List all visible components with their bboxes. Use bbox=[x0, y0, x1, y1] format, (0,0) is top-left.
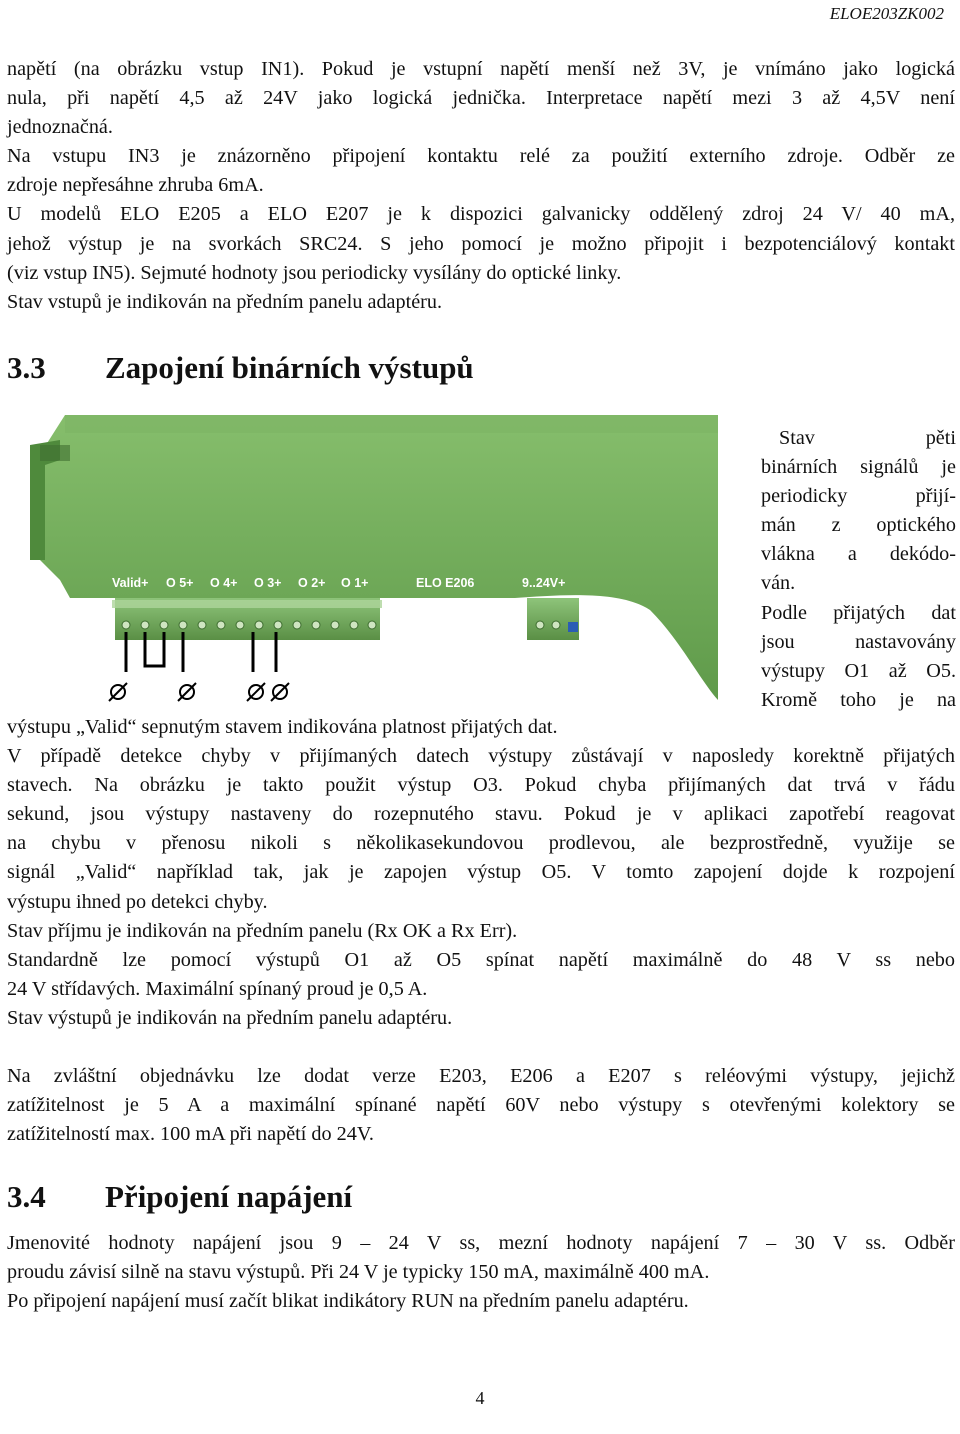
text-line: Standardně lze pomocí výstupů O1 až O5 spínat napětí maximálně do 48 V ss nebo bbox=[7, 948, 955, 971]
text-line: signál „Valid“ například tak, jak je zapojen výstup O5. V tomto zapojení dojde k rozpojení bbox=[7, 861, 955, 884]
section-number: 3.4 bbox=[7, 1179, 46, 1214]
page-number: 4 bbox=[475, 1388, 485, 1408]
text-line: zdroje nepřesáhne zhruba 6mA. bbox=[7, 174, 264, 197]
text-line: 24 V střídavých. Maximální spínaný proud je 0,5 A. bbox=[7, 977, 428, 1000]
text-line: binárních signálů je bbox=[761, 456, 956, 479]
text-line: jehož výstup je na svorkách SRC24. S jeho pomocí je možno připojit i bezpotenciálový kontakt bbox=[7, 232, 955, 255]
text-line: Po připojení napájení musí začít blikat indikátory RUN na předním panelu adaptéru. bbox=[7, 1290, 689, 1313]
text-line: jednoznačná. bbox=[7, 116, 113, 139]
text-line: Podle přijatých dat bbox=[761, 601, 956, 624]
text-line: Stav výstupů je indikován na předním panelu adaptéru. bbox=[7, 1006, 453, 1029]
text-line: nula, při napětí 4,5 až 24V jako logická jednička. Interpretace napětí mezi 3 až 4,5V není bbox=[7, 87, 955, 110]
adapter-housing bbox=[30, 415, 718, 700]
text-line: sekund, jsou výstupy nastaveny do rozepnutého stavu. Pokud je v aplikaci zapotřebí reagovat bbox=[7, 803, 955, 826]
figure-side-text bbox=[761, 424, 956, 715]
section-title: Připojení napájení bbox=[105, 1179, 353, 1214]
label-valid: Valid+ bbox=[112, 576, 149, 590]
label-o3: O 3+ bbox=[254, 576, 282, 590]
outputs-paragraph bbox=[7, 713, 955, 1033]
text-line: Stav vstupů je indikován na předním panelu adaptéru. bbox=[7, 290, 443, 313]
text-line: Na vstupu IN3 je znázorněno připojení kontaktu relé za použití externího zdroje. Odběr ze bbox=[7, 145, 955, 168]
text-line: zatížitelnost je 5 A a maximální spínané napětí 60V nebo výstupy s otevřenými kolektory se bbox=[7, 1094, 955, 1117]
document-code: ELOE203ZK002 bbox=[829, 4, 944, 23]
label-model: ELO E206 bbox=[416, 576, 475, 590]
output-wiring-figure bbox=[0, 410, 760, 710]
order-paragraph bbox=[7, 1062, 955, 1149]
power-terminal-block bbox=[527, 598, 579, 640]
power-paragraph bbox=[7, 1229, 955, 1316]
text-line: na chybu v přenosu nikoli s několikasekundovou prodlevou, ale bezprostředně, využije se bbox=[7, 832, 955, 855]
text-line: U modelů ELO E205 a ELO E207 je k dispozici galvanicky oddělený zdroj 24 V/ 40 mA, bbox=[7, 203, 955, 226]
text-line: napětí (na obrázku vstup IN1). Pokud je vstupní napětí menší než 3V, je vnímáno jako logická bbox=[7, 58, 955, 80]
text-line: Stav pěti bbox=[779, 427, 956, 449]
text-line: výstupu ihned po detekci chyby. bbox=[7, 890, 268, 913]
text-line: Kromě toho je na bbox=[761, 688, 956, 711]
section-title: Zapojení binárních výstupů bbox=[105, 350, 474, 385]
label-o1: O 1+ bbox=[341, 576, 369, 590]
section-heading-3-3 bbox=[7, 350, 474, 386]
text-line: (viz vstup IN5). Sejmuté hodnoty jsou periodicky vysílány do optické linky. bbox=[7, 261, 622, 284]
text-line: proudu závisí silně na stavu výstupů. Při 24 V je typicky 150 mA, maximálně 400 mA. bbox=[7, 1261, 710, 1284]
text-line: mán z optického bbox=[761, 514, 956, 537]
text-line: zatížitelností max. 100 mA při napětí do 24V. bbox=[7, 1123, 374, 1146]
text-line: stavech. Na obrázku je takto použit výstup O3. Pokud chyba přijímaných dat trvá v řádu bbox=[7, 774, 955, 797]
text-line: Jmenovité hodnoty napájení jsou 9 – 24 V ss, mezní hodnoty napájení 7 – 30 V ss. Odběr bbox=[7, 1232, 955, 1254]
text-line: výstupu „Valid“ sepnutým stavem indikována platnost přijatých dat. bbox=[7, 716, 558, 738]
text-line: ván. bbox=[761, 572, 796, 595]
text-line: vlákna a dekódo- bbox=[761, 543, 956, 566]
text-line: periodicky přijí- bbox=[761, 485, 956, 508]
text-line: výstupy O1 až O5. bbox=[761, 659, 956, 682]
label-o4: O 4+ bbox=[210, 576, 238, 590]
text-line: V případě detekce chyby v přijímaných datech výstupy zůstávají v naposledy korektně přijatých bbox=[7, 745, 955, 768]
section-heading-3-4 bbox=[7, 1179, 352, 1215]
text-line: jsou nastavovány bbox=[761, 630, 956, 653]
text-line: Stav příjmu je indikován na předním panelu (Rx OK a Rx Err). bbox=[7, 919, 518, 942]
contact-symbols bbox=[109, 683, 289, 701]
label-o5: O 5+ bbox=[166, 576, 194, 590]
section-number: 3.3 bbox=[7, 350, 46, 385]
intro-paragraph bbox=[7, 55, 955, 317]
label-o2: O 2+ bbox=[298, 576, 326, 590]
label-supply: 9..24V+ bbox=[522, 576, 566, 590]
text-line: Na zvláštní objednávku lze dodat verze E203, E206 a E207 s reléovými výstupy, jejichž bbox=[7, 1065, 955, 1087]
